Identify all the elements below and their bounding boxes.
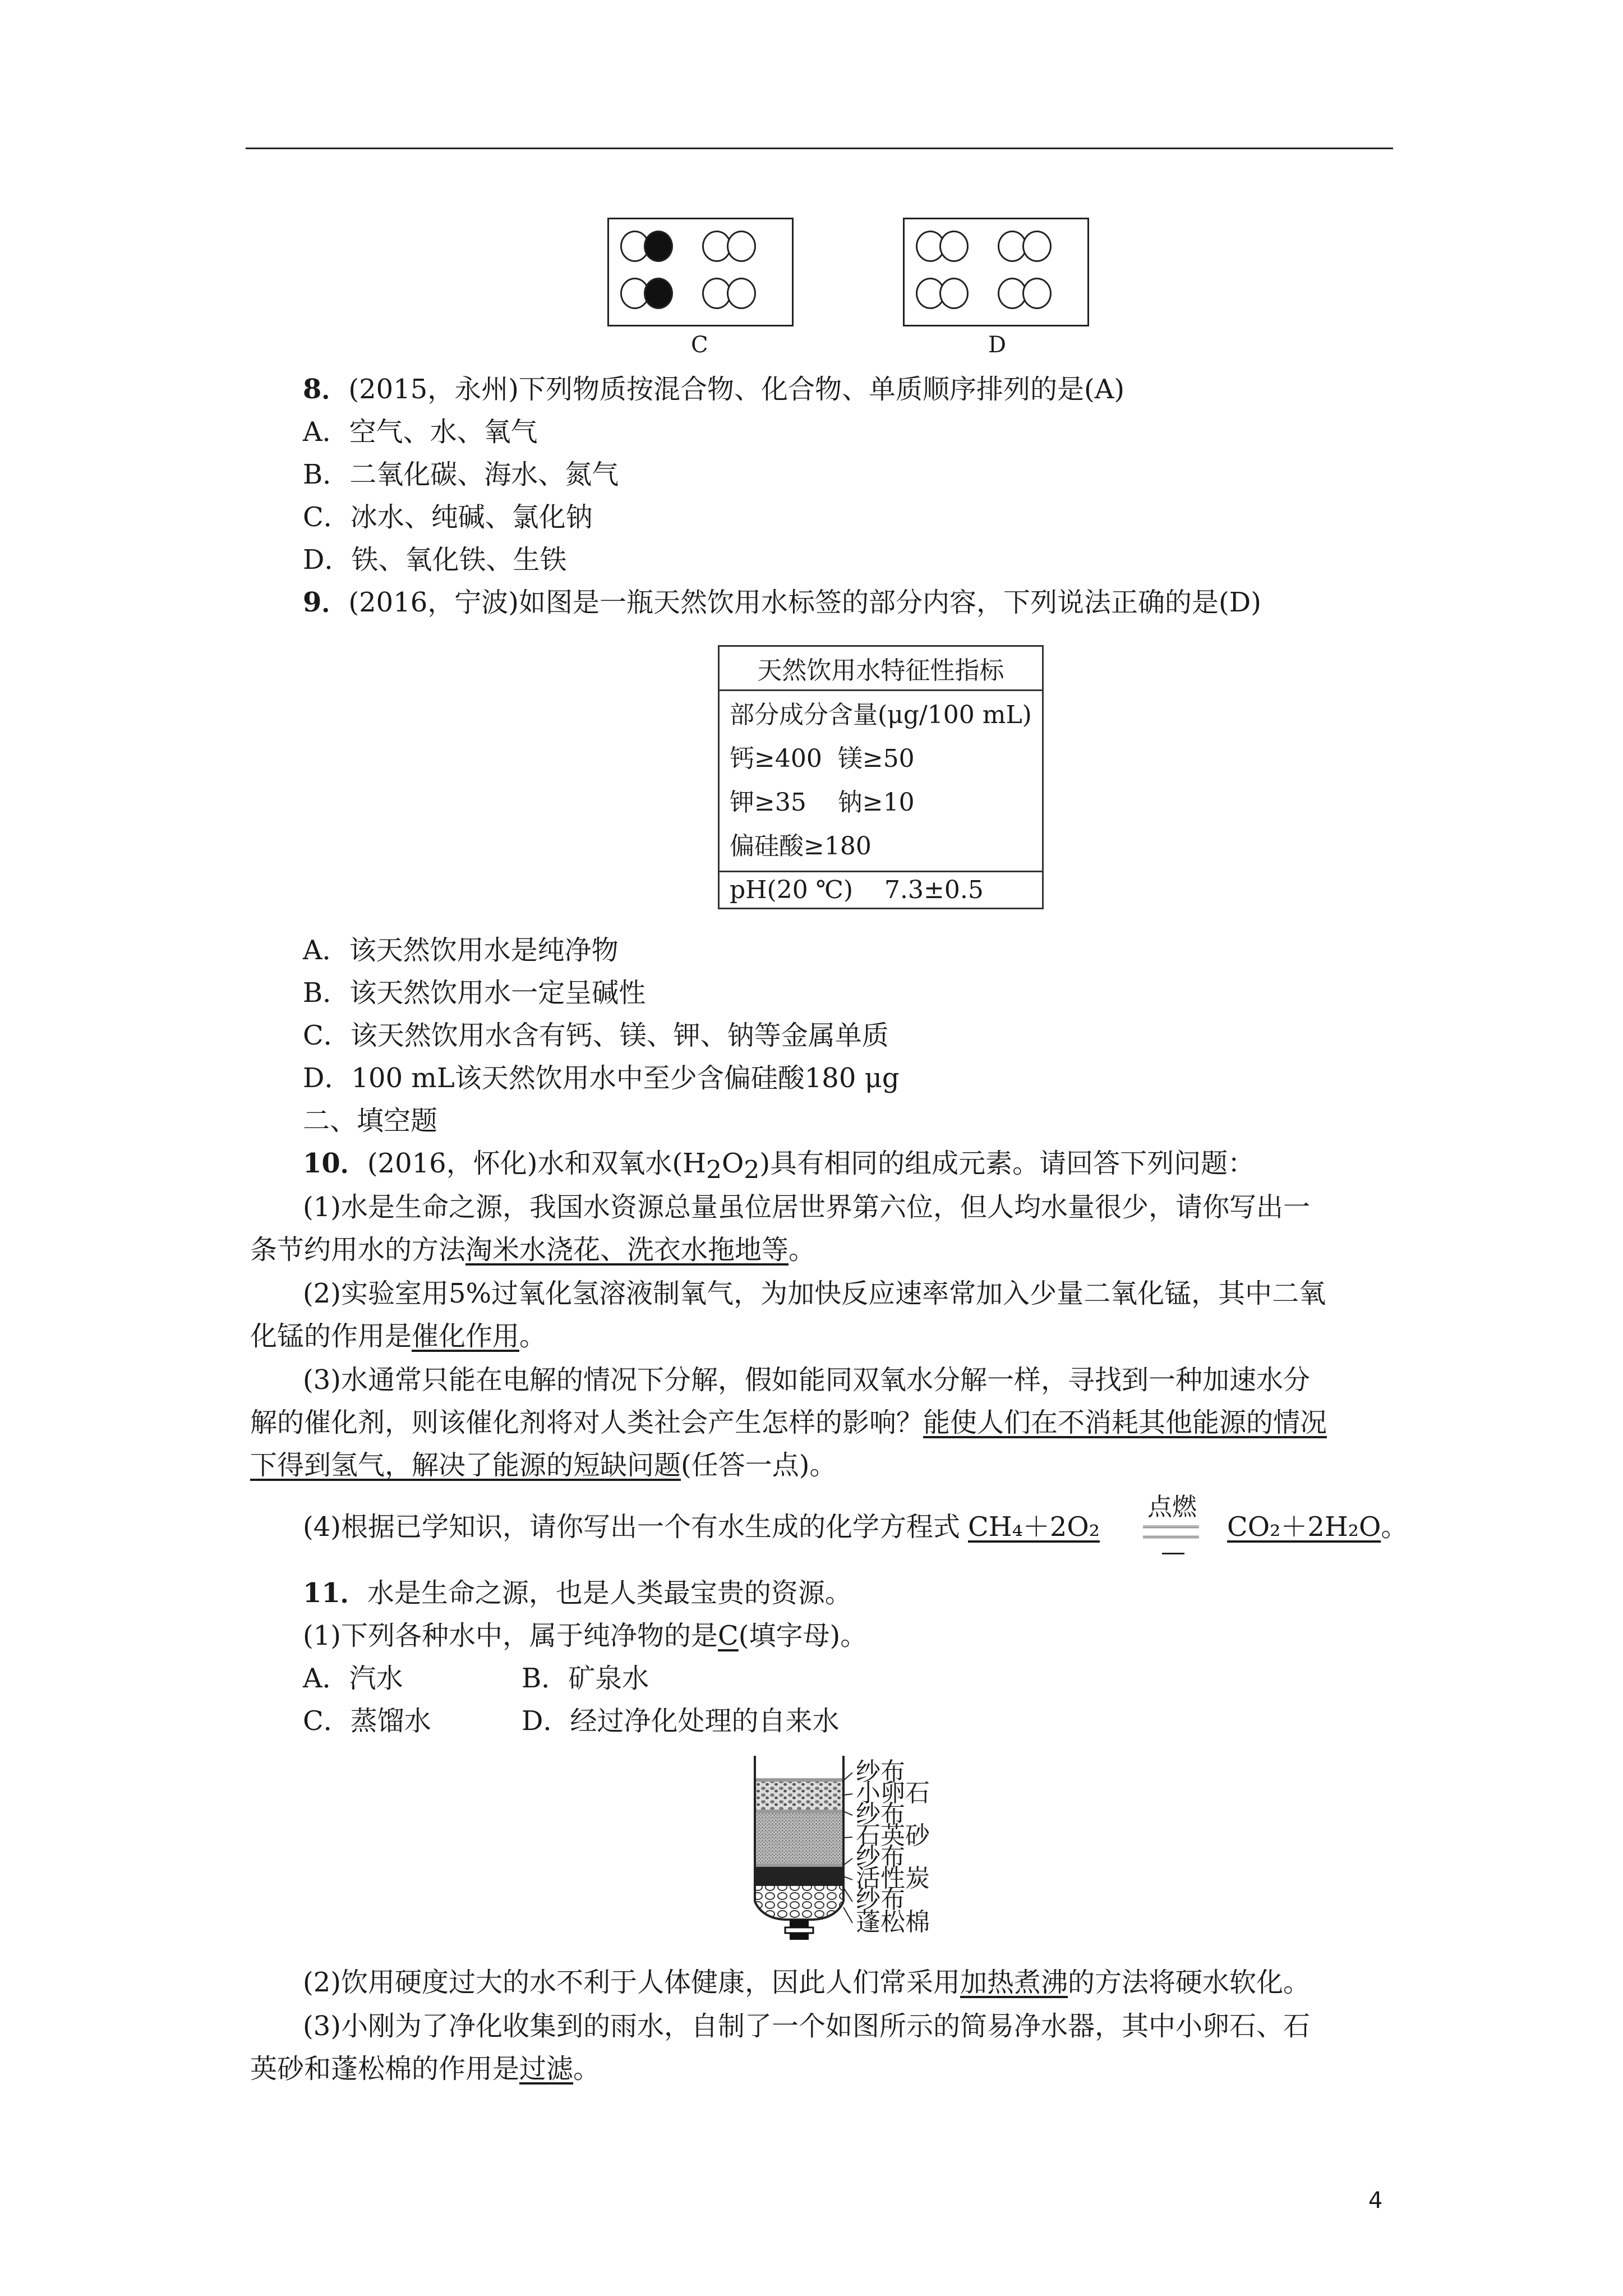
filter-label-gauze-2: 纱布: [856, 1800, 905, 1829]
q10-part2-line2: 化锰的作用是催化作用。: [250, 1320, 547, 1352]
q10-answer-2: 催化作用: [412, 1320, 520, 1352]
q10-answer-1: 淘米水浇花、洗衣水拖地等: [465, 1234, 789, 1266]
filter-label-gauze-1: 纱布: [856, 1757, 905, 1786]
q11-part2-line: (2)饮用硬度过大的水不利于人体健康，因此人们常采用加热煮沸的方法将硬水软化。: [303, 1967, 1311, 1998]
atom-black-icon: [644, 231, 673, 262]
q9-option-d: D．100 mL该天然饮用水中至少含偏硅酸180 μg: [303, 1062, 900, 1094]
water-filter-diagram: [751, 1739, 998, 1947]
header-rule: [246, 148, 1393, 149]
question-8-stem: 8．(2015，永州)下列物质按混合物、化合物、单质顺序排列的是(A): [303, 374, 1125, 405]
label-row-3: 偏硅酸≥180: [730, 832, 872, 861]
q10-part2-line1: (2)实验室用5%过氧化氢溶液制氧气，为加快反应速率常加入少量二氧化锰，其中二氧: [303, 1278, 1326, 1309]
section-title: 二、填空题: [303, 1105, 438, 1137]
label-unit-row: 部分成分含量(μg/100 mL): [730, 701, 1032, 729]
filter-label-pebbles: 小卵石: [856, 1779, 930, 1807]
q11-answer-2: 加热煮沸: [960, 1967, 1068, 1998]
atom-white-icon: [727, 231, 756, 262]
filter-label-gauze-3: 纱布: [856, 1843, 905, 1871]
q10-part4-line: (4)根据已学知识，请你写出一个有水生成的化学方程式 CH₄＋2O₂: [303, 1511, 1100, 1543]
label-ph-row: pH(20 ℃) 7.3±0.5: [719, 872, 1043, 909]
q10-part1-line1: (1)水是生命之源，我国水资源总量虽位居世界第六位，但人均水量很少，请你写出一: [303, 1191, 1310, 1223]
atom-white-icon: [1022, 231, 1052, 262]
label-row-1: 钙≥400 镁≥50: [730, 744, 915, 773]
q10-part3-line2: 解的催化剂，则该催化剂将对人类社会产生怎样的影响？能使人们在不消耗其他能源的情况: [250, 1407, 1327, 1438]
q8-option-a: A．空气、水、氧气: [303, 416, 538, 448]
q11-answer-3: 过滤: [519, 2053, 574, 2085]
atom-white-icon: [939, 231, 969, 262]
equation-underline-mark: [1162, 1553, 1184, 1554]
q10-part3-line3: 下得到氢气，解决了能源的短缺问题(任答一点)。: [250, 1450, 837, 1481]
equation-right: CO₂＋2H₂O: [1227, 1511, 1381, 1543]
label-row-2: 钾≥35 钠≥10: [730, 788, 915, 817]
q11-part3-line1: (3)小刚为了净化收集到的雨水，自制了一个如图所示的简易净水器，其中小卵石、石: [303, 2010, 1310, 2042]
atom-white-icon: [939, 278, 969, 309]
q9-option-c: C．该天然饮用水含有钙、镁、钾、钠等金属单质: [303, 1020, 889, 1051]
figure-c-label: C: [691, 332, 708, 358]
filter-label-gauze-4: 纱布: [856, 1885, 905, 1914]
q9-option-a: A．该天然饮用水是纯净物: [303, 935, 619, 966]
q10-answer-3a: 能使人们在不消耗其他能源的情况: [923, 1407, 1327, 1438]
q11-option-a: A．汽水: [303, 1663, 403, 1694]
equation-equals-sign: [1143, 1526, 1199, 1538]
q11-option-d: D．经过净化处理的自来水: [522, 1705, 840, 1737]
atom-white-icon: [1022, 278, 1052, 309]
figure-d-label: D: [988, 332, 1007, 358]
label-title: 天然饮用水特征性指标: [719, 646, 1043, 691]
question-11-stem: 11．水是生命之源，也是人类最宝贵的资源。: [303, 1577, 852, 1609]
molecule-figure-d: [903, 218, 1089, 326]
page-number: 4: [1368, 2188, 1383, 2214]
q11-answer-1: C: [718, 1620, 739, 1651]
q11-part3-line2: 英砂和蓬松棉的作用是过滤。: [250, 2053, 601, 2085]
question-10-stem: 10．(2016，怀化)水和双氧水$(H_2O_2)$具有相同的组成元素。请回答下列问题：: [303, 1148, 1255, 1185]
q8-option-d: D．铁、氧化铁、生铁: [303, 544, 567, 576]
molecule-figure-c: [607, 218, 794, 326]
label-body: [719, 691, 1043, 872]
filter-label-activated-carbon: 活性炭: [856, 1864, 930, 1893]
filter-label-quartz-sand: 石英砂: [856, 1821, 930, 1850]
filter-label-cotton: 蓬松棉: [856, 1908, 930, 1936]
question-9-stem: 9．(2016，宁波)如图是一瓶天然饮用水标签的部分内容，下列说法正确的是(D): [303, 587, 1261, 618]
atom-black-icon: [644, 278, 673, 309]
equation-left: CH₄＋2O₂: [968, 1511, 1100, 1543]
water-label-table: [718, 645, 1044, 909]
atom-white-icon: [727, 278, 756, 309]
q11-option-b: B．矿泉水: [522, 1663, 649, 1694]
q10-part3-line1: (3)水通常只能在电解的情况下分解，假如能同双氧水分解一样，寻找到一种加速水分: [303, 1364, 1310, 1396]
q8-option-c: C．冰水、纯碱、氯化钠: [303, 501, 593, 533]
equation-condition: 点燃: [1147, 1493, 1197, 1521]
equation-right-line: CO₂＋2H₂O。: [1227, 1511, 1408, 1543]
q8-option-b: B．二氧化碳、海水、氮气: [303, 459, 619, 490]
q10-part1-line2: 条节约用水的方法淘米水浇花、洗衣水拖地等。: [250, 1234, 816, 1266]
q11-part1-line: (1)下列各种水中，属于纯净物的是C(填字母)。: [303, 1620, 868, 1651]
q10-answer-3b: 下得到氢气，解决了能源的短缺问题: [250, 1450, 681, 1481]
q11-option-c: C．蒸馏水: [303, 1705, 431, 1737]
q9-option-b: B．该天然饮用水一定呈碱性: [303, 977, 646, 1009]
